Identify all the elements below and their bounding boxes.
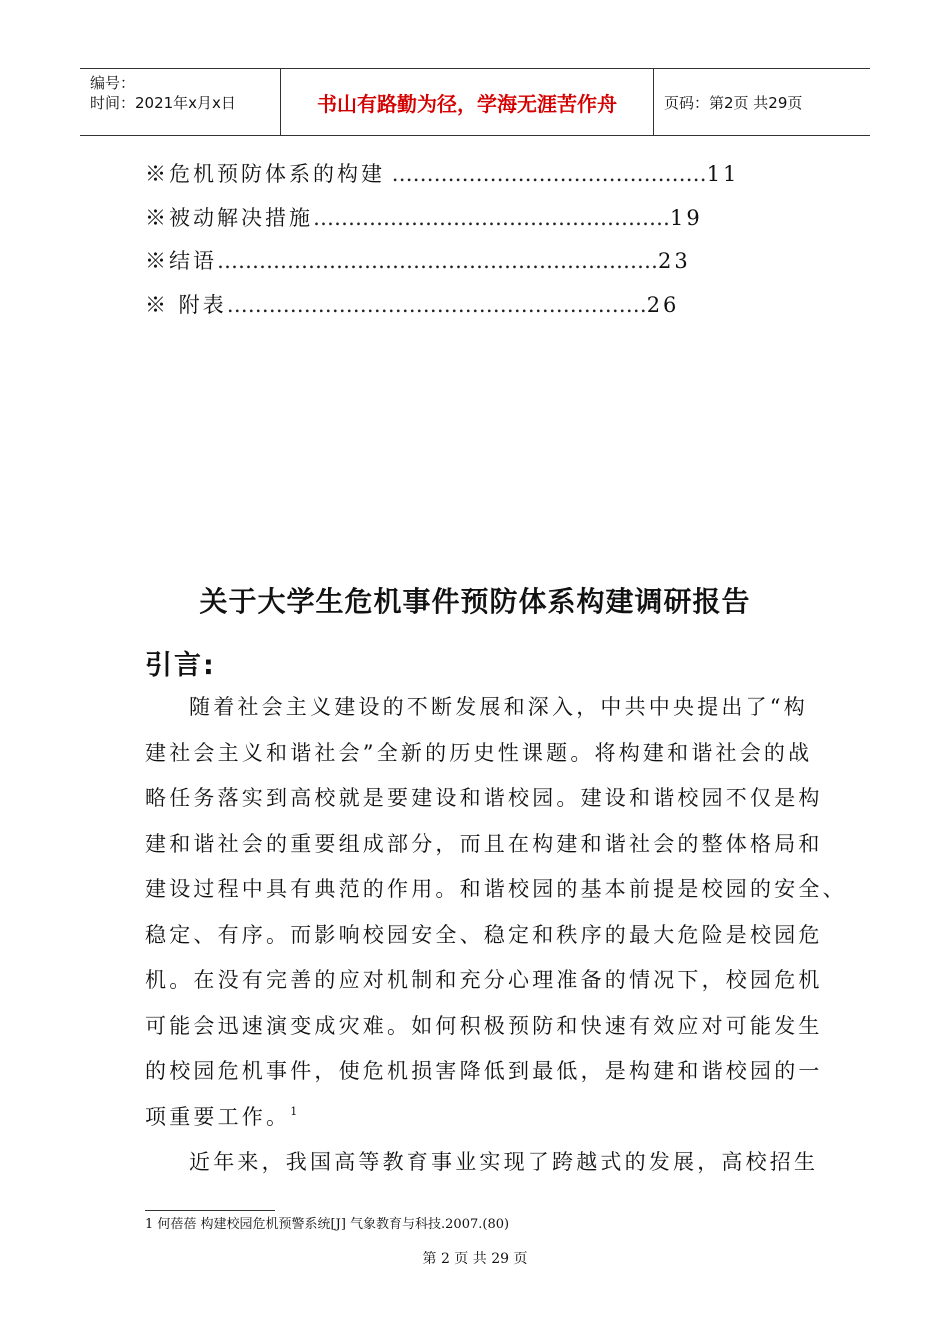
- header-page-info: 页码：第2页 共29页: [664, 93, 803, 112]
- body-line: 建设过程中具有典范的作用。和谐校园的基本前提是校园的安全、: [145, 877, 847, 901]
- toc-entry[interactable]: ※ 附表……………………………………………………26: [145, 292, 680, 317]
- body-line: 机。在没有完善的应对机制和充分心理准备的情况下，校园危机: [145, 968, 823, 992]
- footnote-divider: [145, 1210, 275, 1211]
- header-table: [80, 68, 870, 136]
- body-line: 可能会迅速演变成灾难。如何积极预防和快速有效应对可能发生: [145, 1013, 823, 1038]
- toc-entry[interactable]: ※结语………………………………………………………23: [145, 249, 691, 273]
- body-line: 建和谐社会的重要组成部分，而且在构建和谐社会的整体格局和: [145, 831, 823, 856]
- body-text: [145, 685, 847, 1186]
- footnote: 1 何蓓蓓 构建校园危机预警系统[J] 气象教育与科技.2007.(80): [145, 1217, 510, 1232]
- intro-heading: 引言:: [145, 650, 216, 681]
- body-line: 的校园危机事件，使危机损害降低到最低，是构建和谐校园的一: [145, 1059, 823, 1083]
- document-date: 时间：2021年x月x日: [90, 94, 236, 112]
- footnote-marker[interactable]: 1: [290, 1104, 298, 1118]
- body-line: 项重要工作。$^1$: [145, 1104, 298, 1129]
- toc-entry[interactable]: ※危机预防体系的构建 ………………………………………11: [145, 162, 740, 186]
- body-line: 略任务落实到高校就是要建设和谐校园。建设和谐校园不仅是构: [145, 786, 823, 810]
- document-number-label: 编号：: [90, 74, 136, 92]
- body-line: 稳定、有序。而影响校园安全、稳定和秩序的最大危险是校园危: [145, 922, 823, 947]
- table-of-contents: [145, 158, 765, 332]
- body-line: 随着社会主义建设的不断发展和深入，中共中央提出了“构: [189, 695, 808, 719]
- report-title: 关于大学生危机事件预防体系构建调研报告: [199, 585, 751, 618]
- body-line: 建社会主义和谐社会”全新的历史性课题。将构建和谐社会的战: [145, 740, 813, 765]
- header-meta: [80, 69, 280, 135]
- body-line: 近年来，我国高等教育事业实现了跨越式的发展，高校招生: [189, 1150, 819, 1174]
- toc-entry[interactable]: ※被动解决措施……………………………………………19: [145, 205, 703, 230]
- page-footer: 第 2 页 共 29 页: [422, 1251, 528, 1267]
- header-motto: 书山有路勤为径，学海无涯苦作舟: [280, 69, 654, 135]
